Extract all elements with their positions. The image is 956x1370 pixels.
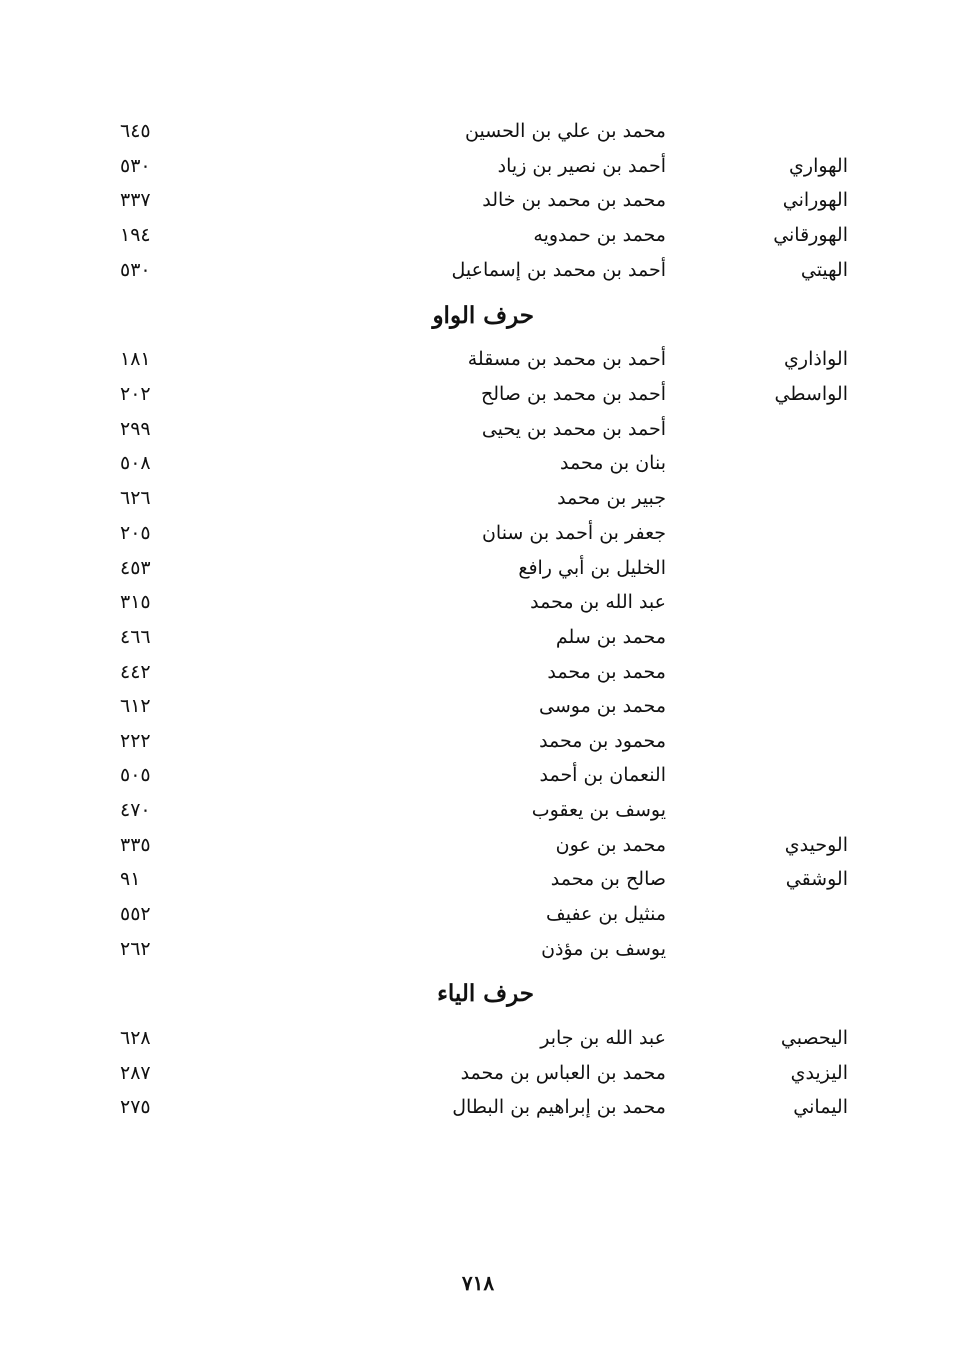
index-row xyxy=(0,897,956,931)
person-name: يوسف بن مؤذن xyxy=(541,938,666,960)
page-reference: ٤٦٦ xyxy=(120,626,151,648)
page-number: ٧١٨ xyxy=(461,1271,495,1295)
index-row xyxy=(0,1021,956,1055)
index-row xyxy=(0,828,956,862)
person-name: صالح بن محمد xyxy=(550,868,666,890)
person-name: محمد بن علي بن الحسين xyxy=(464,120,666,142)
person-name: منثيل بن عفيف xyxy=(546,903,666,925)
nisba-label: الهوراني xyxy=(782,189,848,211)
index-row xyxy=(0,932,956,966)
person-name: أحمد بن محمد بن يحيى xyxy=(481,418,666,440)
nisba-label: الواذاري xyxy=(784,348,848,370)
index-row xyxy=(0,620,956,654)
page-reference: ٦١٢ xyxy=(120,695,151,717)
person-name: محمد بن إبراهيم بن البطال xyxy=(452,1096,666,1118)
nisba-label: الهيتي xyxy=(800,259,848,281)
page-reference: ٥٠٨ xyxy=(120,452,151,474)
index-row xyxy=(0,1056,956,1090)
page-reference: ٤٧٠ xyxy=(120,799,151,821)
index-row xyxy=(0,862,956,896)
nisba-label: اليزيدي xyxy=(790,1062,848,1084)
nisba-label: الهورقاني xyxy=(773,224,848,246)
person-name: محمد بن عون xyxy=(555,834,666,856)
person-name: محمد بن العباس بن محمد xyxy=(460,1062,666,1084)
page-reference: ١٨١ xyxy=(120,348,151,370)
person-name: أحمد بن محمد بن إسماعيل xyxy=(451,259,666,281)
page-reference: ٥٣٠ xyxy=(120,259,151,281)
page-reference: ٥٠٥ xyxy=(120,764,151,786)
person-name: محمد بن سلم xyxy=(555,626,666,648)
page-reference: ١٩٤ xyxy=(120,224,151,246)
person-name: عبد الله بن محمد xyxy=(530,591,666,613)
page-reference: ٦٢٨ xyxy=(120,1027,151,1049)
nisba-label: اليحصبي xyxy=(780,1027,848,1049)
person-name: يوسف بن يعقوب xyxy=(531,799,666,821)
index-row xyxy=(0,342,956,376)
index-row xyxy=(0,1090,956,1124)
index-row xyxy=(0,481,956,515)
nisba-label: الهواري xyxy=(789,155,848,177)
page-reference: ٥٣٠ xyxy=(120,155,151,177)
section-header xyxy=(0,972,956,1016)
page-reference: ٢٩٩ xyxy=(120,418,151,440)
person-name: محمود بن محمد xyxy=(539,730,666,752)
page-reference: ٤٥٣ xyxy=(120,557,151,579)
nisba-label: الوشقي xyxy=(785,868,848,890)
index-row xyxy=(0,793,956,827)
index-row xyxy=(0,655,956,689)
person-name: عبد الله بن جابر xyxy=(540,1027,666,1049)
index-row xyxy=(0,689,956,723)
person-name: أحمد بن نصير بن زياد xyxy=(497,155,666,177)
index-row xyxy=(0,253,956,287)
nisba-label: الوحيدي xyxy=(784,834,848,856)
person-name: أحمد بن محمد بن مسقلة xyxy=(467,348,666,370)
section-header-label: حرف الواو xyxy=(432,302,534,329)
person-name: محمد بن موسى xyxy=(539,695,666,717)
page-reference: ٦٤٥ xyxy=(120,120,151,142)
page-reference: ٢٨٧ xyxy=(120,1062,151,1084)
page-reference: ٣٣٥ xyxy=(120,834,151,856)
person-name: جبير بن محمد xyxy=(557,487,666,509)
page-reference: ٣١٥ xyxy=(120,591,151,613)
index-row xyxy=(0,412,956,446)
person-name: محمد بن حمدويه xyxy=(533,224,666,246)
index-row xyxy=(0,516,956,550)
index-row xyxy=(0,551,956,585)
page-reference: ٢٦٢ xyxy=(120,938,151,960)
index-row xyxy=(0,149,956,183)
page-reference: ٣٣٧ xyxy=(120,189,151,211)
person-name: الخليل بن أبي رافع xyxy=(518,557,666,579)
index-row xyxy=(0,183,956,217)
person-name: أحمد بن محمد بن صالح xyxy=(480,383,666,405)
index-row xyxy=(0,724,956,758)
page-reference: ٢٧٥ xyxy=(120,1096,151,1118)
section-header xyxy=(0,294,956,338)
person-name: النعمان بن أحمد xyxy=(539,764,666,786)
index-row xyxy=(0,585,956,619)
person-name: بنان بن محمد xyxy=(560,452,666,474)
page-reference: ٩١ xyxy=(120,868,141,890)
page-reference: ٢٠٢ xyxy=(120,383,151,405)
nisba-label: الواسطي xyxy=(774,383,848,405)
page-reference: ٤٤٢ xyxy=(120,661,151,683)
page-reference: ٢٢٢ xyxy=(120,730,151,752)
page-reference: ٢٠٥ xyxy=(120,522,151,544)
person-name: محمد بن محمد بن خالد xyxy=(482,189,666,211)
index-row xyxy=(0,446,956,480)
index-row xyxy=(0,758,956,792)
index-row xyxy=(0,114,956,148)
index-row xyxy=(0,218,956,252)
nisba-label: اليماني xyxy=(793,1096,848,1118)
page-reference: ٦٢٦ xyxy=(120,487,151,509)
index-row xyxy=(0,377,956,411)
page-reference: ٥٥٢ xyxy=(120,903,151,925)
section-header-label: حرف الياء xyxy=(437,980,534,1007)
person-name: جعفر بن أحمد بن سنان xyxy=(481,522,666,544)
person-name: محمد بن محمد xyxy=(547,661,666,683)
